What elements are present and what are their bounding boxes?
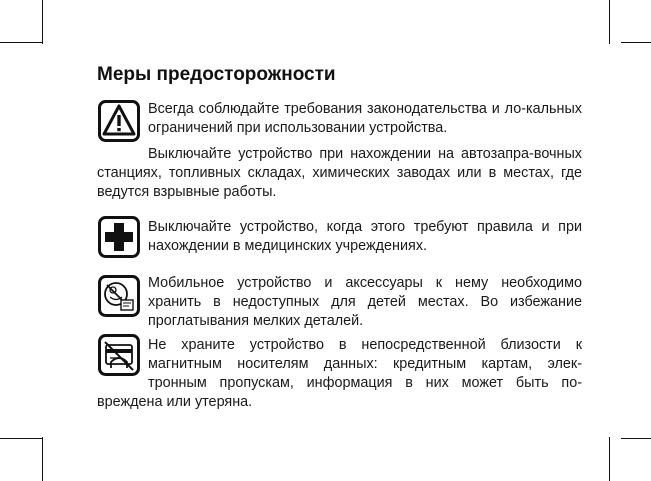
crop-mark <box>609 437 610 481</box>
crop-mark <box>42 0 43 44</box>
crop-mark <box>0 438 42 439</box>
crop-mark <box>609 0 610 44</box>
warning-triangle-icon <box>98 100 140 142</box>
icon-spacer <box>97 336 148 390</box>
crop-mark <box>0 42 42 43</box>
medical-text: Выключайте устройство, когда этого требуют правила и при нахождении в медицинских учреждениях. <box>148 219 582 254</box>
magnetic-text: Не храните устройство в непосредственной близости к магнитным носителям данных: кредитным картам, элек-тронным пропускам, информация в них может быть по-вреждена или утеряна. <box>97 337 582 410</box>
crop-mark <box>621 438 651 439</box>
crop-mark <box>621 42 651 43</box>
medical-cross-icon <box>98 216 140 258</box>
crop-mark <box>42 437 43 481</box>
warning-text: Всегда соблюдайте требования законодательства и ло-кальных ограничений при использовании устройства. <box>148 101 582 136</box>
child-safety-text: Мобильное устройство и аксессуары к нему необходимо хранить в недоступных для детей местах. Во избежание проглатывания мелких деталей. <box>148 275 582 329</box>
fuel-station-text: Выключайте устройство при нахождении на автозапра-вочных станциях, топливных складах, химических заводах или в местах, где ведутся взрывные работы. <box>97 146 582 200</box>
child-safety-icon <box>98 275 140 317</box>
page-title: Меры предосторожности <box>97 64 336 85</box>
